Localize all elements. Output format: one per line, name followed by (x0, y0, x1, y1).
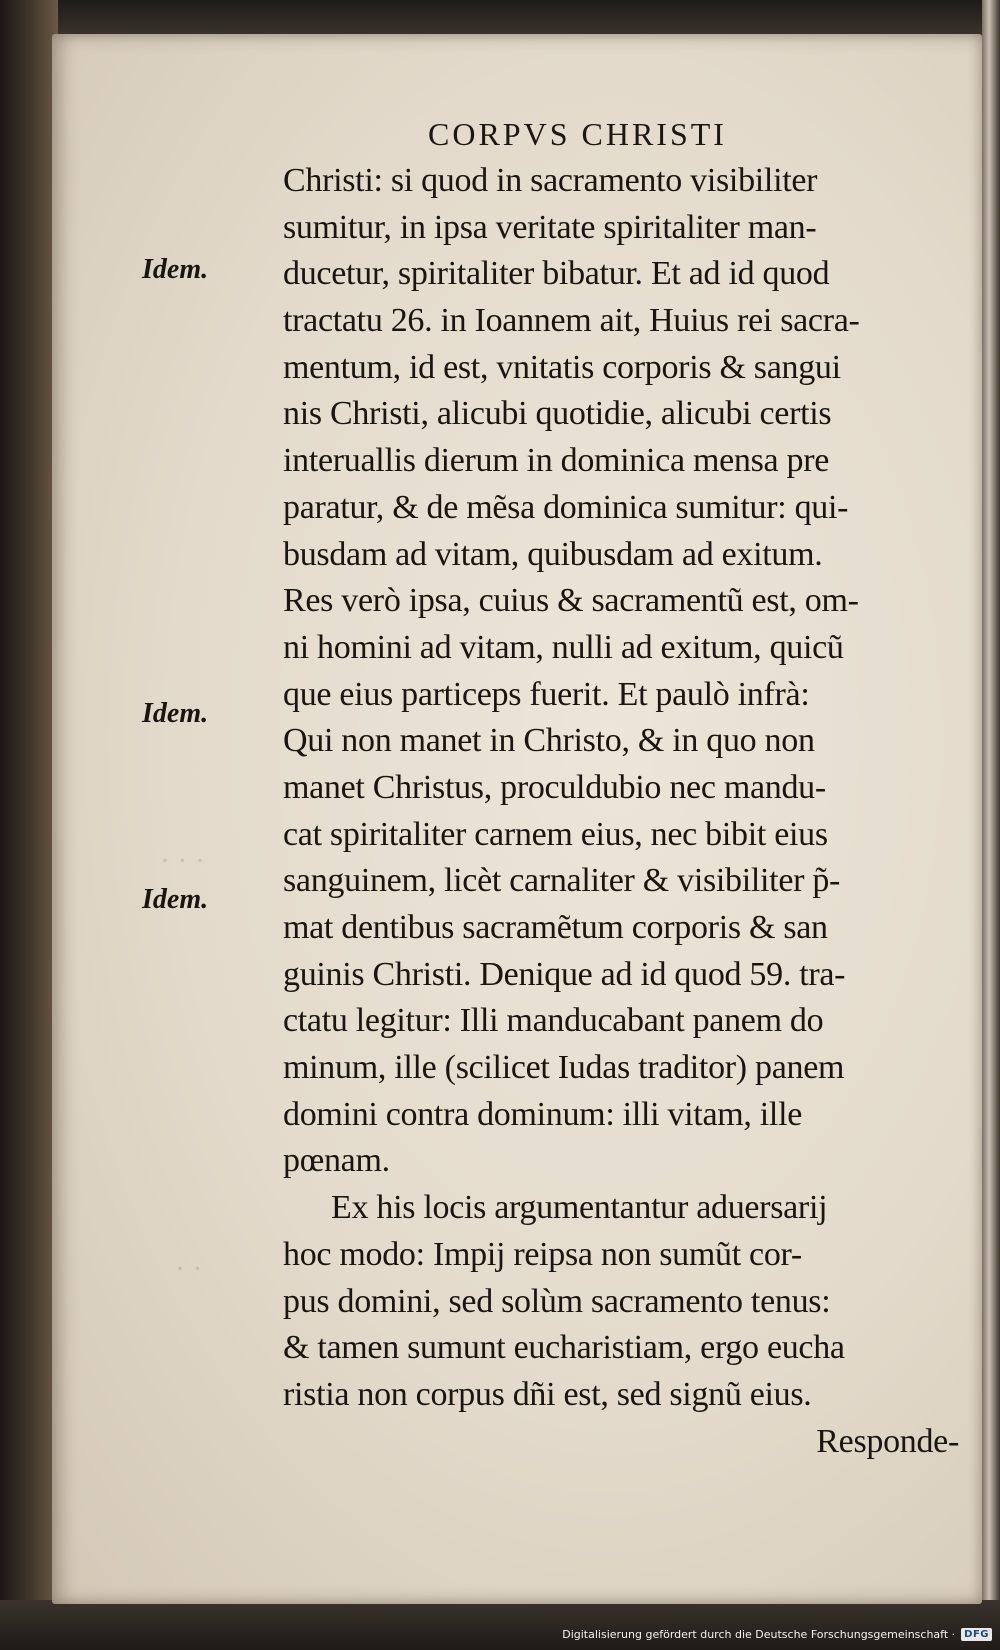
text-line: & tamen sumunt eucharistiam, ergo eucha (283, 1329, 845, 1367)
main-text-block (283, 158, 959, 1465)
text-line: mat dentibus sacramẽtum corporis & san (283, 909, 828, 946)
dfg-logo: DFG (961, 1628, 992, 1641)
show-through-text: · · · (160, 844, 205, 877)
catchword: Responde- (816, 1422, 959, 1460)
text-line: Christi: si quod in sacramento visibiliter (283, 162, 818, 199)
text-line: ctatu legitur: Illi manducabant panem do (283, 1002, 824, 1040)
text-line: sumitur, in ipsa veritate spiritaliter man- (283, 208, 817, 246)
text-line: sanguinem, licèt carnaliter & visibiliter p̃- (283, 862, 841, 900)
text-line: ristia non corpus dñi est, sed signũ eius. (283, 1375, 812, 1413)
text-line: que eius particeps fuerit. Et paulò infrà: (283, 675, 810, 713)
text-line: pus domini, sed solùm sacramento tenus: (283, 1282, 831, 1320)
running-head: CORPVS CHRISTI (428, 116, 727, 152)
book-spine (0, 0, 58, 1650)
text-line: interuallis dierum in dominica mensa pre (283, 442, 830, 480)
text-line: minum, ille (scilicet Iudas traditor) panem (283, 1049, 845, 1087)
text-line: paratur, & de mẽsa dominica sumitur: qui- (283, 488, 849, 526)
text-line: pœnam. (283, 1142, 390, 1180)
marginal-note: Idem. (142, 884, 209, 915)
scan-top-edge (0, 0, 1000, 36)
text-line: Qui non manet in Christo, & in quo non (283, 722, 815, 760)
text-line: mentum, id est, vnitatis corporis & sangui (283, 348, 841, 386)
marginal-note: Idem. (142, 254, 209, 285)
marginal-note: Idem. (142, 698, 209, 729)
text-line: hoc modo: Impij reipsa non sumũt cor- (283, 1235, 802, 1273)
show-through-text: · · (175, 1252, 203, 1285)
text-line: guinis Christi. Denique ad id quod 59. tra- (283, 955, 846, 993)
text-line: Res verò ipsa, cuius & sacramentũ est, om- (283, 582, 859, 620)
text-line: busdam ad vitam, quibusdam ad exitum. (283, 535, 823, 573)
text-line: ducetur, spiritaliter bibatur. Et ad id quod (283, 255, 830, 293)
text-line: tractatu 26. in Ioannem ait, Huius rei sacra- (283, 302, 860, 340)
page-stack-edge (982, 0, 1000, 1650)
text-line: Ex his locis argumentantur aduersarij (331, 1189, 828, 1227)
text-line: manet Christus, proculdubio nec mandu- (283, 768, 826, 806)
credit-text: Digitalisierung gefördert durch die Deutsche Forschungsgemeinschaft · (562, 1627, 956, 1641)
text-line: cat spiritaliter carnem eius, nec bibit eius (283, 815, 828, 853)
text-line: domini contra dominum: illi vitam, ille (283, 1095, 803, 1133)
text-line: nis Christi, alicubi quotidie, alicubi certis (283, 395, 832, 433)
text-line: ni homini ad vitam, nulli ad exitum, quicũ (283, 628, 844, 666)
digitization-credit (562, 1624, 992, 1644)
